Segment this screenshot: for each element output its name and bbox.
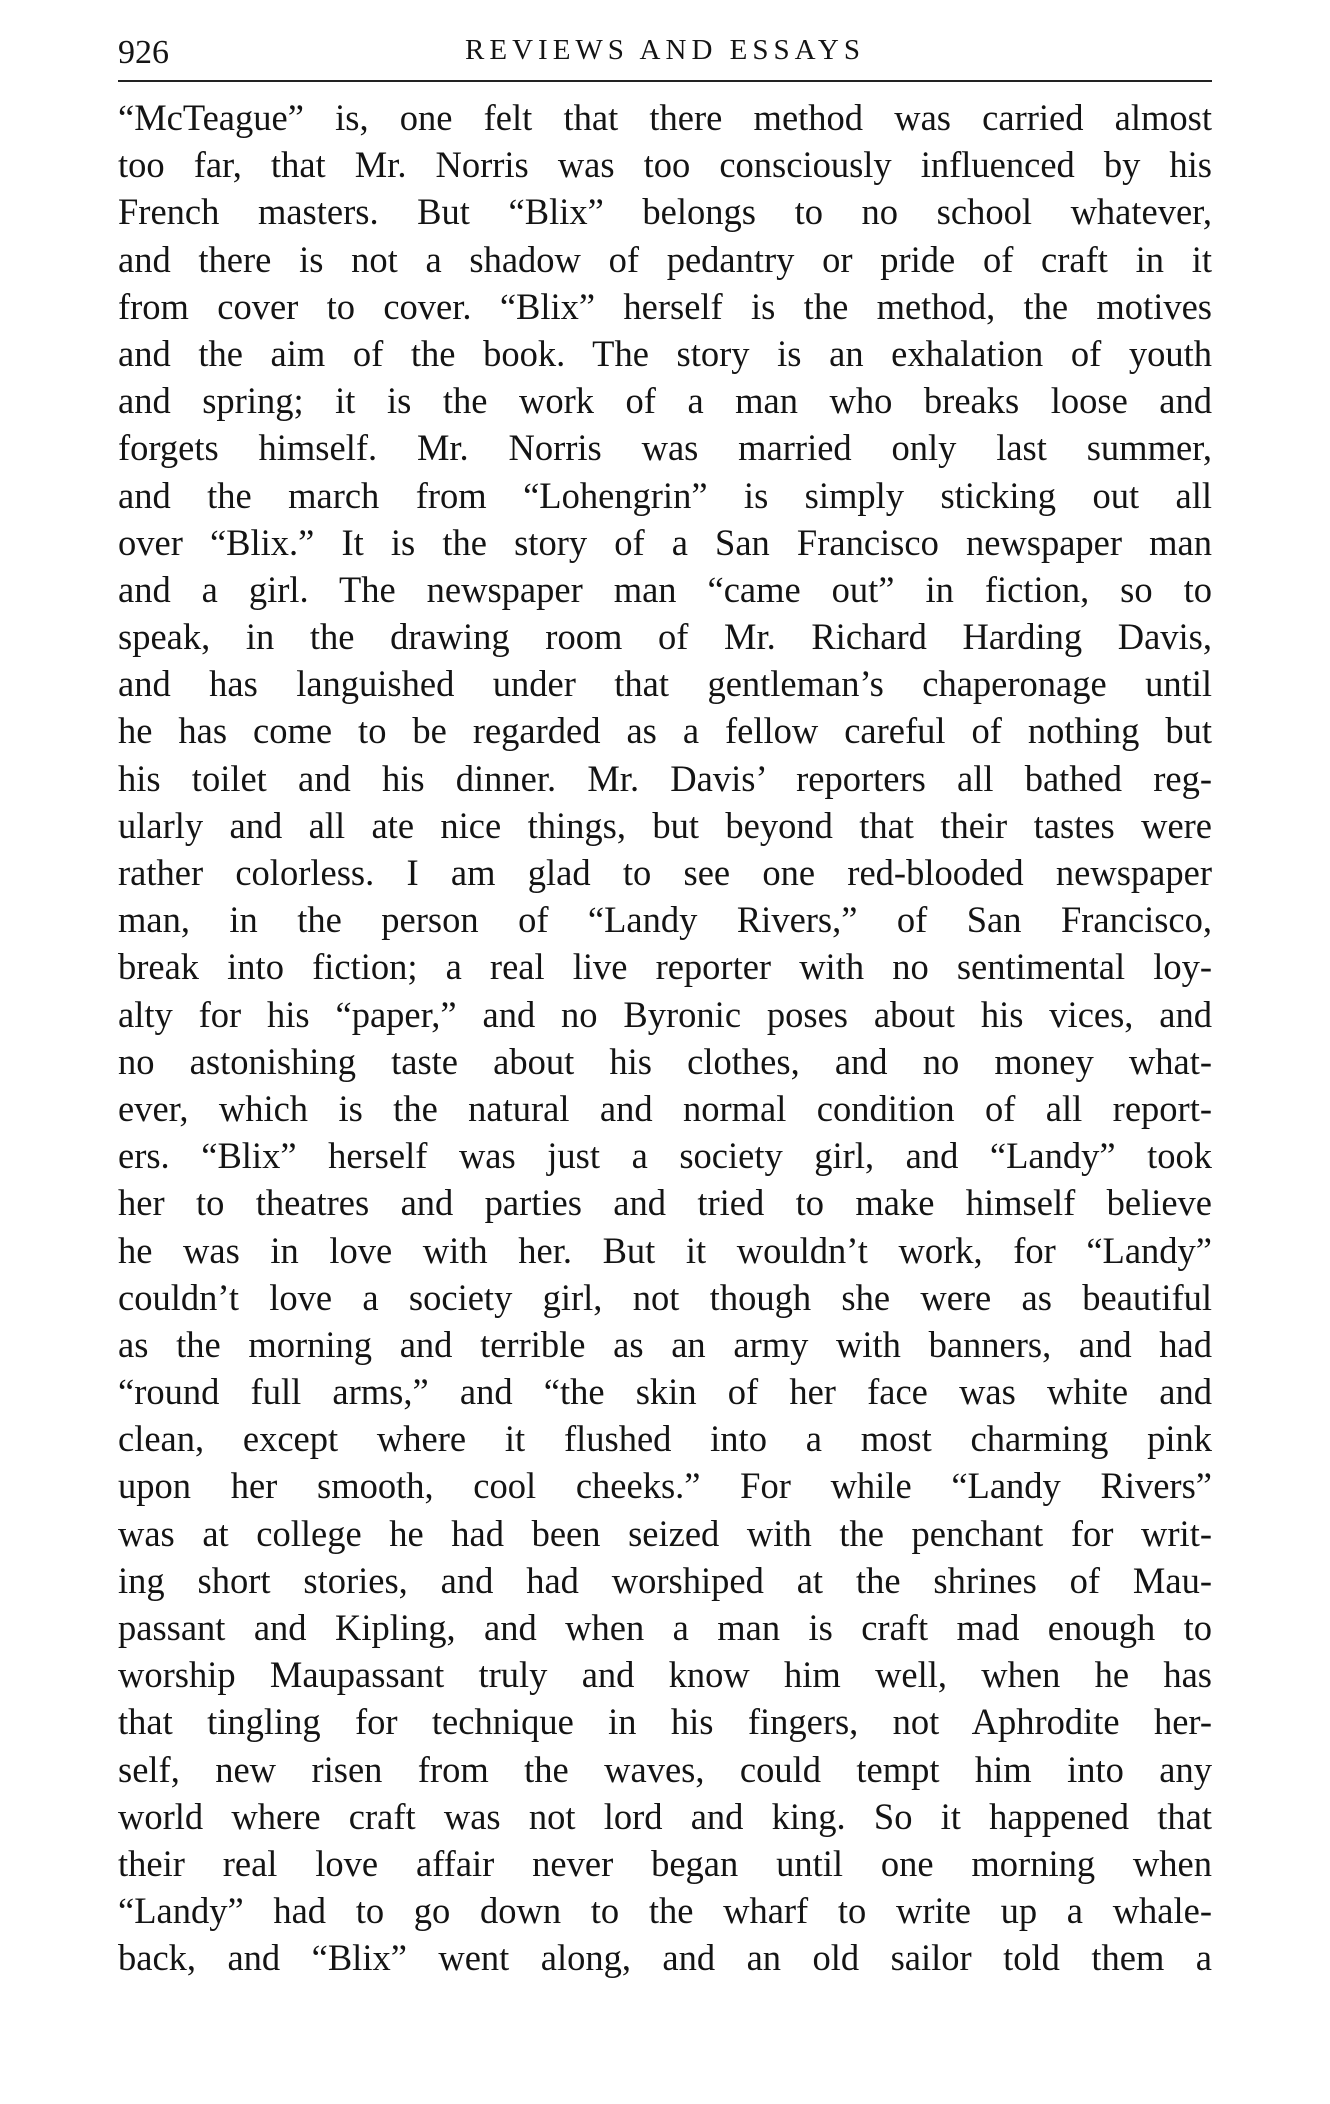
text-line: alty for his “paper,” and no Byronic poses about his vices, and: [118, 993, 1212, 1035]
text-line: forgets himself. Mr. Norris was married only last summer,: [118, 427, 1212, 469]
text-line: break into fiction; a real live reporter with no sentimental loy-: [118, 946, 1212, 988]
text-line: “Landy” had to go down to the wharf to write up a whale-: [118, 1890, 1212, 1932]
text-line: ularly and all ate nice things, but beyond that their tastes were: [118, 804, 1212, 846]
text-line: couldn’t love a society girl, not though she were as beautiful: [118, 1276, 1212, 1318]
body-text: [118, 94, 1212, 1982]
text-line: and spring; it is the work of a man who breaks loose and: [118, 380, 1212, 422]
text-line: as the morning and terrible as an army with banners, and had: [118, 1323, 1212, 1365]
text-line: he was in love with her. But it wouldn’t work, for “Landy”: [118, 1229, 1212, 1271]
text-line: speak, in the drawing room of Mr. Richard Harding Davis,: [118, 616, 1212, 658]
text-line: his toilet and his dinner. Mr. Davis’ reporters all bathed reg-: [118, 757, 1212, 799]
text-line: he has come to be regarded as a fellow careful of nothing but: [118, 710, 1212, 752]
text-line: self, new risen from the waves, could tempt him into any: [118, 1748, 1212, 1790]
text-line: clean, except where it flushed into a most charming pink: [118, 1418, 1212, 1460]
text-line: and the march from “Lohengrin” is simply sticking out all: [118, 474, 1212, 516]
running-head: REVIEWS AND ESSAYS: [465, 34, 865, 66]
text-line: world where craft was not lord and king. So it happened that: [118, 1795, 1212, 1837]
text-line: passant and Kipling, and when a man is craft mad enough to: [118, 1607, 1212, 1648]
text-line: rather colorless. I am glad to see one red-blooded newspaper: [118, 852, 1212, 893]
header-rule: [118, 80, 1212, 82]
page-header: [118, 26, 1212, 80]
text-line: ers. “Blix” herself was just a society girl, and “Landy” took: [118, 1135, 1212, 1177]
text-line: and there is not a shadow of pedantry or pride of craft in it: [118, 238, 1212, 280]
text-line: back, and “Blix” went along, and an old sailor told them a: [118, 1937, 1212, 1979]
text-line: too far, that Mr. Norris was too consciously influenced by his: [118, 144, 1212, 186]
text-line: was at college he had been seized with the penchant for writ-: [118, 1512, 1212, 1554]
text-line: worship Maupassant truly and know him well, when he has: [118, 1654, 1212, 1696]
text-line: their real love affair never began until one morning when: [118, 1842, 1212, 1884]
text-line: no astonishing taste about his clothes, and no money what-: [118, 1040, 1212, 1082]
text-line: French masters. But “Blix” belongs to no school whatever,: [118, 191, 1212, 233]
text-line: from cover to cover. “Blix” herself is the method, the motives: [118, 285, 1212, 327]
text-line: “round full arms,” and “the skin of her face was white and: [118, 1371, 1212, 1413]
text-line: that tingling for technique in his fingers, not Aphrodite her-: [118, 1701, 1212, 1743]
text-line: “McTeague” is, one felt that there method was carried almost: [118, 97, 1212, 138]
text-line: her to theatres and parties and tried to make himself believe: [118, 1182, 1212, 1224]
text-line: ing short stories, and had worshiped at the shrines of Mau-: [118, 1559, 1212, 1601]
text-line: over “Blix.” It is the story of a San Francisco newspaper man: [118, 521, 1212, 563]
text-line: and a girl. The newspaper man “came out” in fiction, so to: [118, 568, 1212, 610]
text-line: man, in the person of “Landy Rivers,” of San Francisco,: [118, 899, 1212, 941]
text-line: and has languished under that gentleman’s chaperonage until: [118, 663, 1212, 705]
text-line: upon her smooth, cool cheeks.” For while “Landy Rivers”: [118, 1465, 1212, 1507]
page: [118, 26, 1212, 1982]
page-number: 926: [118, 34, 169, 71]
text-line: ever, which is the natural and normal condition of all report-: [118, 1087, 1212, 1129]
text-line: and the aim of the book. The story is an exhalation of youth: [118, 332, 1212, 374]
